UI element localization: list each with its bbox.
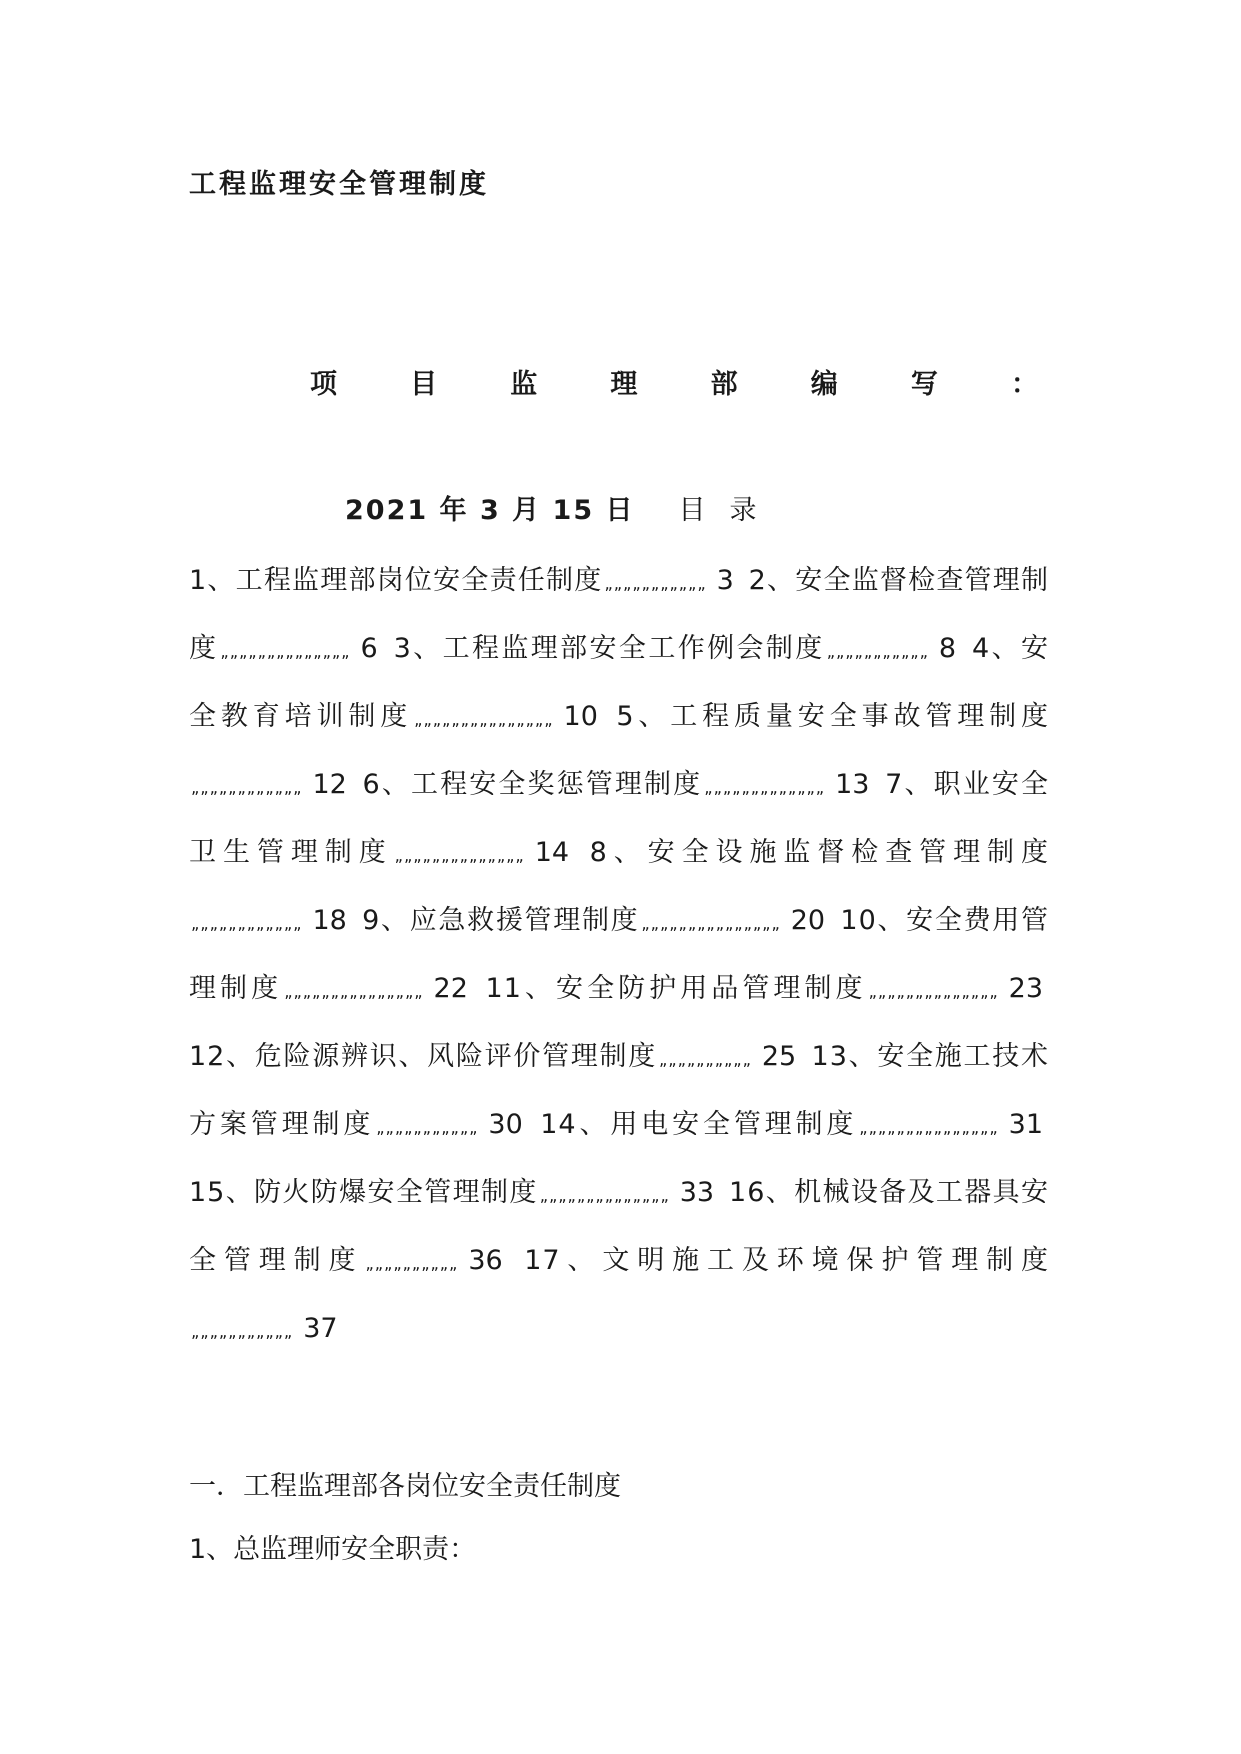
toc-entry[interactable] [394,633,962,664]
toc-entry-leader: „„„„„„„„„„„„ [191,778,303,797]
toc-entry-label: 8、安全设施监督检查管理制度 [589,837,1049,868]
toc-entry-page: 6 [360,633,378,664]
editor-char: ： [1010,369,1038,400]
toc-entry-page: 20 [790,905,826,936]
toc-entry-page: 37 [303,1313,338,1344]
editor-char: 监 [510,369,538,400]
toc-entry[interactable] [189,1177,720,1208]
toc-entry[interactable] [189,1041,802,1072]
toc-entry-page: 31 [1008,1109,1043,1140]
toc-heading: 目录 [678,495,781,526]
editor-char: 部 [710,369,738,400]
table-of-contents [189,548,1049,1364]
toc-entry-label: 3、工程监理部安全工作例会制度 [393,633,825,664]
section-heading: 一．工程监理部各岗位安全责任制度 [189,1471,621,1502]
toc-entry-label: 11、安全防护用品管理制度 [485,973,867,1004]
toc-entry-leader: „„„„„„„„„„„„„„„ [641,914,781,933]
toc-entry-label: 14、用电安全管理制度 [540,1109,858,1140]
editor-char: 编 [810,369,838,400]
toc-entry-leader: „„„„„„„„„„„„„„„ [414,710,554,729]
date-line [345,488,781,527]
toc-entry-label: 2、安全监督检查管理制度 [189,565,1049,664]
toc-entry-page: 8 [938,633,957,664]
toc-entry-label: 7、职业安全卫生管理制度 [189,769,1049,868]
toc-entry-page: 36 [468,1245,503,1276]
toc-entry-leader: „„„„„„„„„„„„„„ [220,642,351,661]
toc-entry-page: 13 [835,769,870,800]
toc-entry-leader: „„„„„„„„„„„ [826,642,929,661]
toc-entry-page: 12 [312,769,347,800]
toc-entry-page: 23 [1008,973,1044,1004]
toc-entry-page: 22 [433,973,468,1004]
toc-entry-leader: „„„„„„„„„„„ [376,1118,479,1137]
toc-entry[interactable] [189,565,740,596]
toc-entry-leader: „„„„„„„„„„„„ [191,914,303,933]
toc-entry-label: 16、机械设备及工器具安全管理制度 [189,1177,1050,1276]
toc-entry-leader: „„„„„„„„„„ [658,1050,752,1069]
toc-entry-leader: „„„„„„„„„„„„„ [704,778,826,797]
toc-entry-page: 33 [679,1177,715,1208]
editor-line [310,362,1038,401]
toc-entry[interactable] [362,905,831,936]
toc-entry-label: 17、文明施工及环境保护管理制度 [524,1245,1050,1276]
toc-entry-page: 18 [312,905,347,936]
toc-entry-label: 10、安全费用管理制度 [189,905,1049,1004]
document-date: 2021 年 3 月 15 日 [345,495,635,526]
toc-entry-leader: „„„„„„„„„„„„„„ [868,982,999,1001]
toc-entry-label: 1、工程监理部岗位安全责任制度 [189,565,603,596]
toc-entry-label: 9、应急救援管理制度 [362,905,640,936]
toc-entry-label: 15、防火防爆安全管理制度 [189,1177,538,1208]
toc-entry-page: 14 [534,837,570,868]
editor-char: 理 [610,369,638,400]
toc-entry[interactable] [486,973,1049,1004]
toc-entry-label: 12、危险源辨识、风险评价管理制度 [189,1041,657,1072]
editor-char: 目 [410,369,438,400]
toc-entry-leader: „„„„„„„„„„„ [191,1322,294,1341]
toc-entry-leader: „„„„„„„„„„„„„„„ [859,1118,999,1137]
toc-entry-page: 25 [761,1041,797,1072]
document-title: 工程监理安全管理制度 [189,169,489,200]
toc-entry-leader: „„„„„„„„„„„„„„ [394,846,525,865]
toc-entry-page: 3 [716,565,734,596]
toc-entry-page: 10 [563,701,598,732]
toc-entry[interactable] [363,769,876,800]
toc-entry-label: 4、安全教育培训制度 [189,633,1050,732]
toc-entry-page: 30 [488,1109,523,1140]
toc-entry-label: 13、安全施工技术方案管理制度 [189,1041,1049,1140]
toc-entry-leader: „„„„„„„„„„„„„„„ [284,982,424,1001]
sub-heading: 1、总监理师安全职责： [189,1534,477,1565]
toc-entry-leader: „„„„„„„„„„„„„„ [539,1186,670,1205]
toc-entry[interactable] [540,1109,1049,1140]
editor-char: 写 [910,369,938,400]
editor-char: 项 [310,369,337,400]
toc-entry-label: 6、工程安全奖惩管理制度 [362,769,703,800]
toc-entry-leader: „„„„„„„„„„„ [604,574,707,593]
toc-entry-leader: „„„„„„„„„„ [365,1254,459,1273]
toc-entry-label: 5、工程质量安全事故管理制度 [616,701,1049,732]
